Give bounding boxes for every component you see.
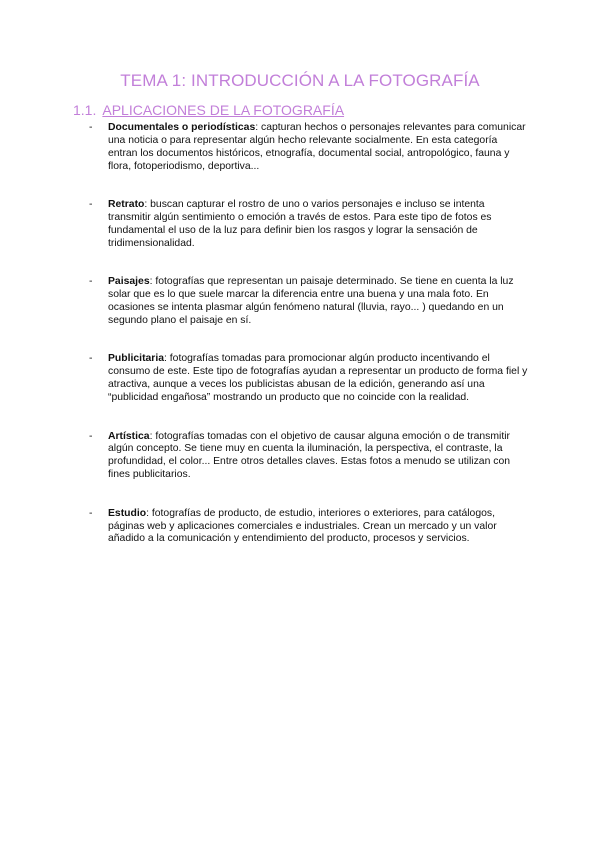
list-item-artistica: [89, 431, 529, 483]
bullet-dash: -: [89, 199, 93, 211]
item-term: Documentales o periodísticas: [108, 122, 256, 133]
applications-list: [89, 122, 529, 572]
section-number: 1.1.: [73, 102, 97, 118]
item-description: : fotografías tomadas para promocionar algún producto incentivando el consumo de este. Este tipo de fotografías ayudan a representar un producto de forma fiel y atractiva, aunque a veces los publicistas abusan de la edición, generando así una “publicidad engañosa” mostrando un producto que no coincide con la realidad.: [108, 353, 528, 404]
item-term: Paisajes: [108, 276, 150, 288]
list-item-estudio: [89, 508, 529, 547]
item-description: : buscan capturar el rostro de uno o varios personajes e incluso se intenta transmitir algún sentimiento o emoción a través de estos. Para este tipo de fotos es fundamental el uso de la luz para definir bien los rasgos y lograr la sensación de tridimensionalidad.: [108, 199, 492, 249]
bullet-dash: -: [89, 507, 93, 519]
list-item-documentales: [89, 122, 529, 174]
item-description: : fotografías tomadas con el objetivo de causar alguna emoción o de transmitir algún concepto. Se tiene muy en cuenta la iluminación, la perspectiva, el contraste, la profundidad, el color... Entre otros detalles claves. Estas fotos a menudo se utilizan con fines publicitarios.: [108, 430, 510, 481]
section-heading-text: APLICACIONES DE LA FOTOGRAFÍA: [102, 102, 345, 118]
item-term: Estudio: [108, 507, 147, 519]
item-description: : fotografías que representan un paisaje determinado. Se tiene en cuenta la luz solar que es lo que suele marcar la diferencia entre una buena y una mala foto. En ocasiones se intenta plasmar algún fenómeno natural (lluvia, rayo... ) quedando en un segundo plano el paisaje en sí.: [108, 276, 514, 326]
item-description: : fotografías de producto, de estudio, interiores o exteriores, para catálogos, páginas web y aplicaciones comerciales e industriales. Crean un mercado y un valor añadido a la comunicación y entendimiento del producto, procesos y servicios.: [108, 507, 497, 545]
bullet-dash: -: [89, 430, 93, 442]
bullet-dash: -: [89, 276, 93, 288]
bullet-dash: -: [89, 353, 93, 365]
bullet-dash: -: [89, 122, 93, 133]
list-item-publicitaria: [89, 353, 529, 405]
document-title: TEMA 1: INTRODUCCIÓN A LA FOTOGRAFÍA: [120, 71, 480, 90]
item-term: Artística: [108, 430, 150, 442]
item-description: : capturan hechos o personajes relevantes para comunicar una noticia o para representar algún hecho relevante socialmente. En esta categoría entran los documentos históricos, etnografía, documental social, antropológico, fauna y flora, fotoperiodismo, deportiva...: [108, 122, 526, 172]
item-term: Publicitaria: [108, 353, 165, 365]
item-term: Retrato: [108, 199, 145, 211]
list-item-retrato: [89, 199, 529, 251]
section-heading: [73, 102, 344, 118]
list-item-paisajes: [89, 276, 529, 328]
